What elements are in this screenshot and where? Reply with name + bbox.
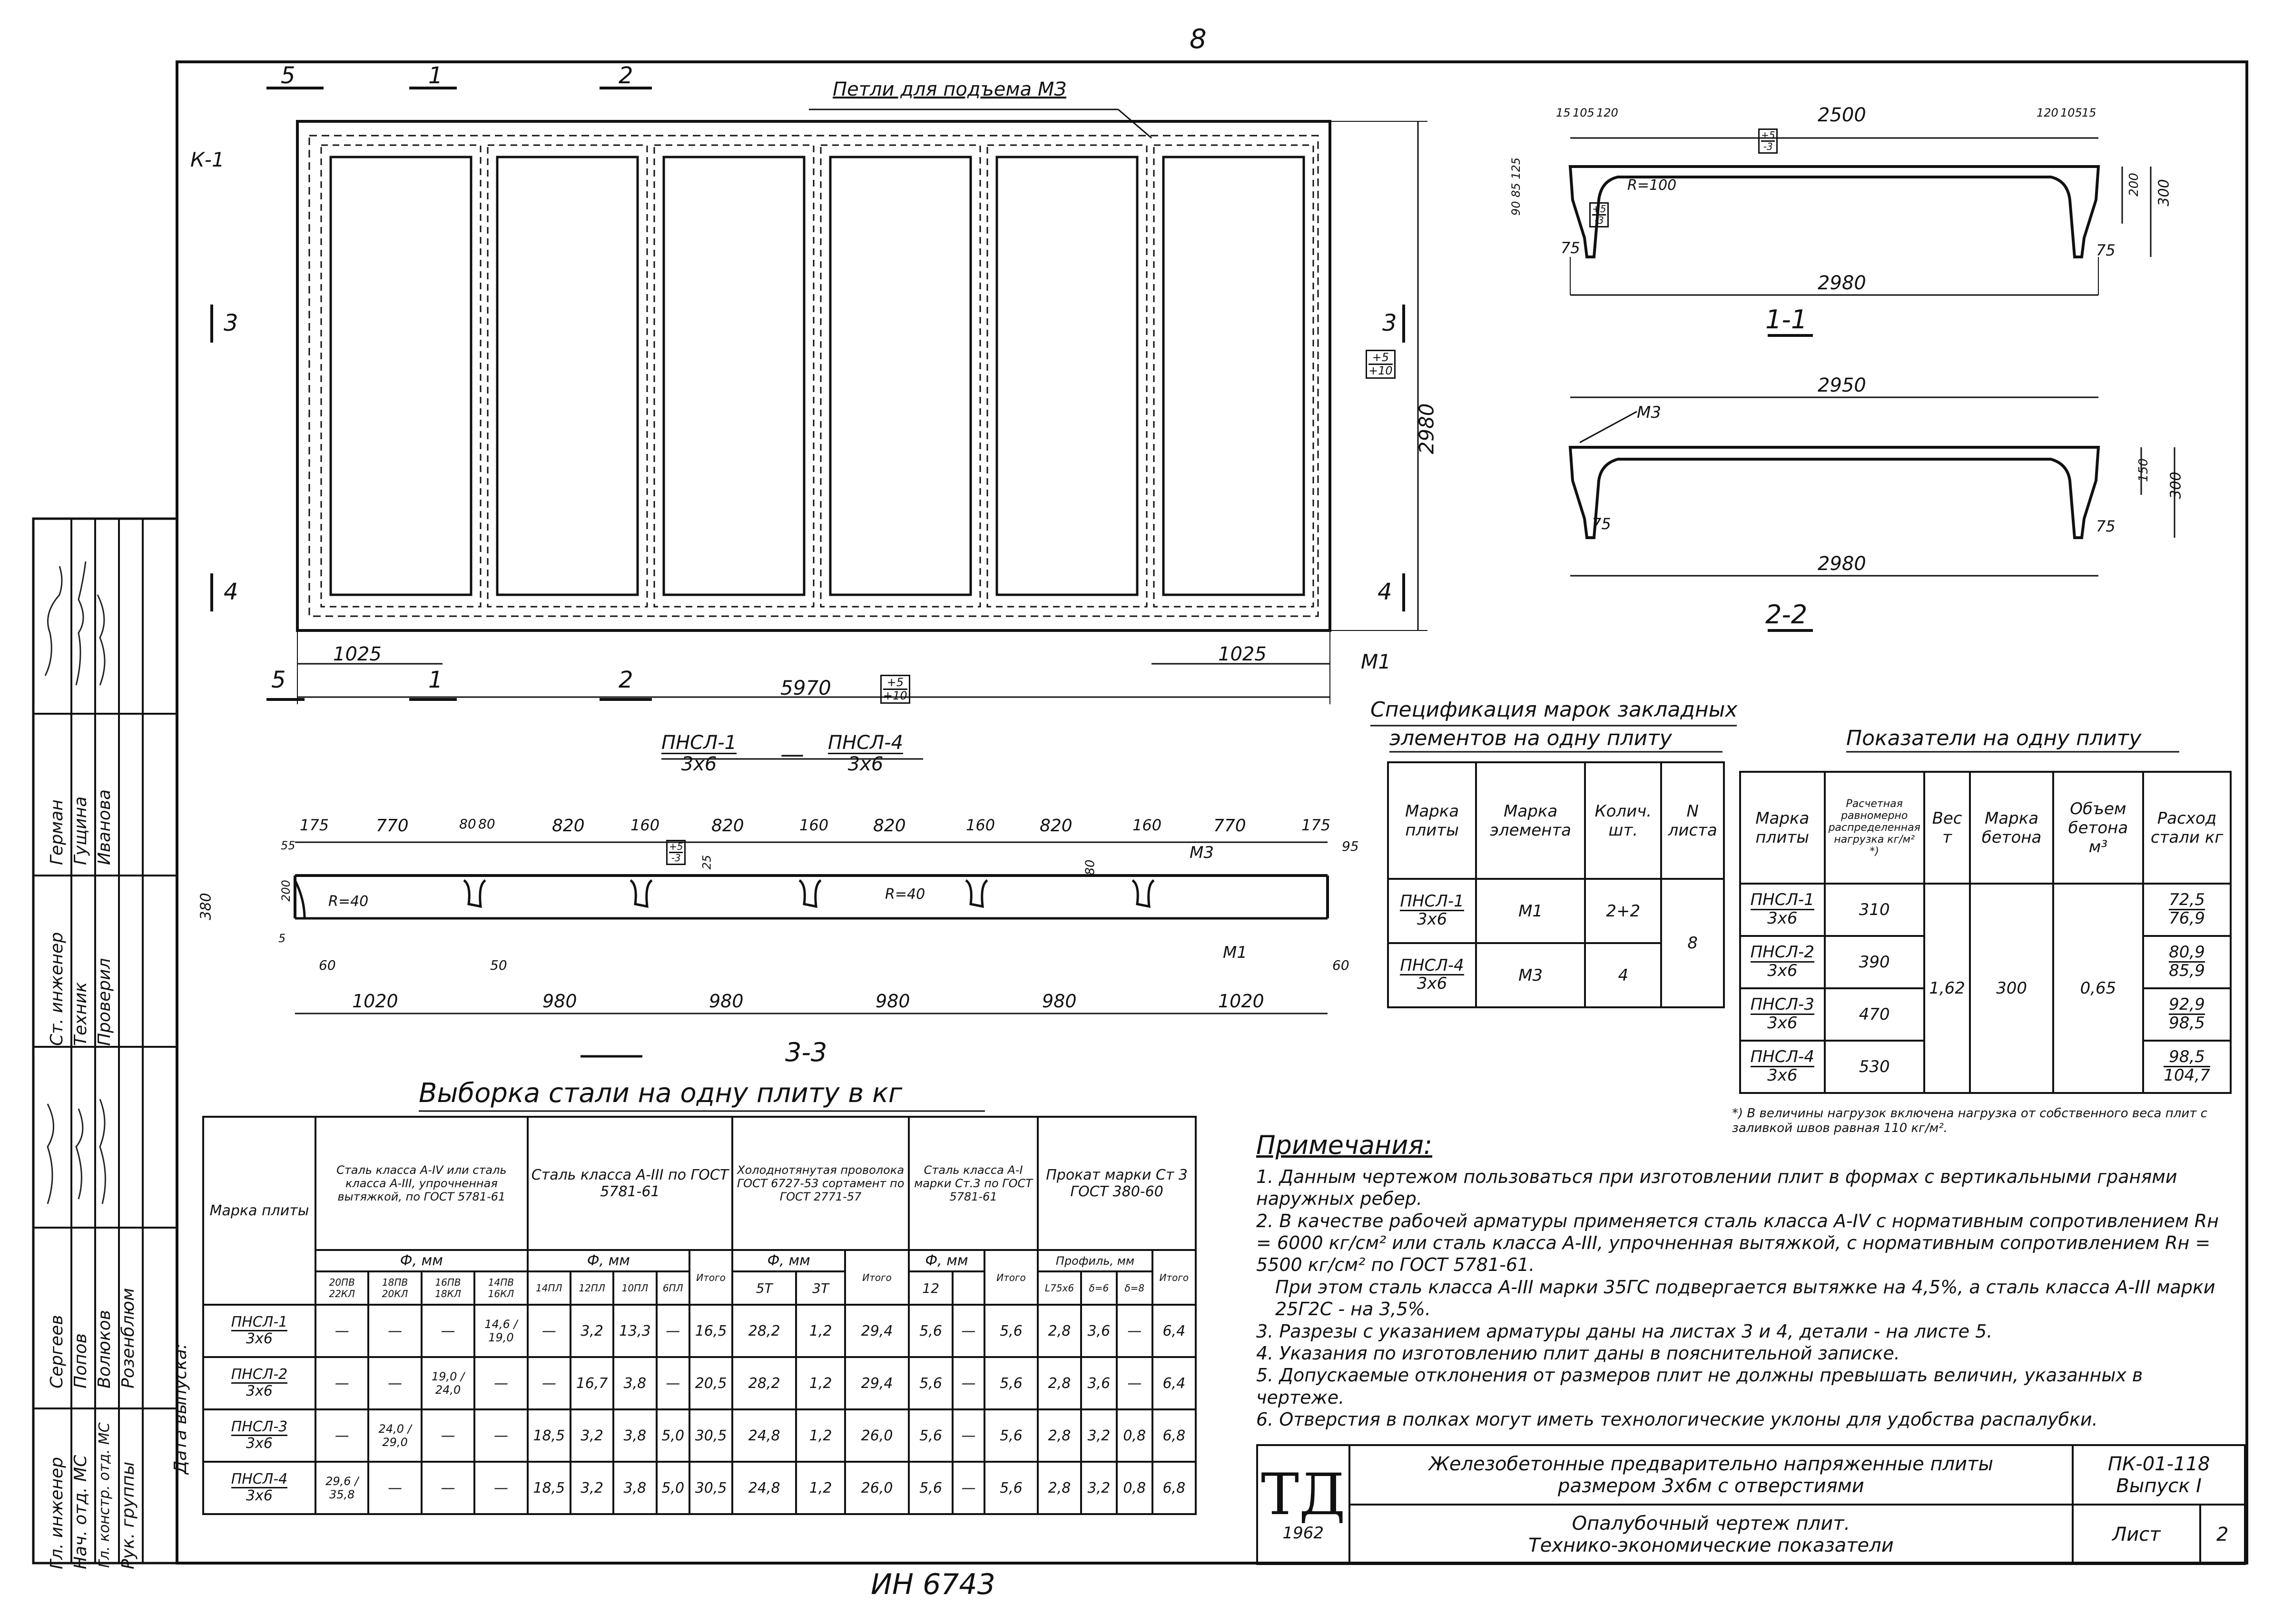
s11-dim-2500: 2500	[1818, 104, 1866, 126]
s22-dim-total: 2980	[1818, 553, 1866, 575]
steel-h-g2: Сталь класса А-III по ГОСТ 5781-61	[528, 1117, 733, 1250]
s11-dim-15a: 15	[1556, 106, 1571, 119]
s33-title-right: ПНСЛ-4 3х6	[828, 732, 904, 775]
cell: —	[315, 1357, 368, 1409]
steel-col: 20ПВ 22КЛ	[315, 1271, 368, 1305]
ind-row-steel: $\frac{80,9}{85,9}$	[2143, 936, 2231, 988]
cell: 19,0 / 24,0	[422, 1357, 474, 1409]
steel-row-plate: $\frac{\text{ПНСЛ-2}}{3х6}$	[203, 1357, 315, 1409]
cell: 3,8	[613, 1409, 656, 1462]
spec-h-element: Марка элемента	[1476, 762, 1585, 879]
sheet-number: 2	[2200, 1505, 2245, 1564]
spec-sheet: 8	[1661, 879, 1724, 1007]
stamp-name: Сергеев	[47, 1315, 67, 1388]
cell: 28,2	[732, 1357, 796, 1409]
s33-dim-25: 25	[700, 855, 714, 870]
s33-dim-200: 200	[279, 880, 293, 902]
steel-col: δ=6	[1081, 1271, 1117, 1305]
s33-dim-380: 380	[197, 893, 215, 920]
cell: 18,5	[528, 1409, 571, 1462]
s33-dim-820a: 820	[552, 816, 585, 836]
ind-row-load: 310	[1825, 884, 1924, 936]
dim-end-left: 1025	[333, 643, 382, 665]
stamp-role-date: Дата выпуска:	[171, 1343, 190, 1474]
title-line-2: размером 3х6м с отверстиями	[1558, 1475, 1864, 1497]
cell: 16,5	[689, 1305, 732, 1357]
s22-dim-150: 150	[2136, 458, 2151, 482]
cell: —	[474, 1462, 527, 1514]
cell: 5,6	[984, 1462, 1038, 1514]
s33-dim-55: 55	[281, 839, 295, 852]
steel-h-g1: Сталь класса А-IV или сталь класса А-III, упрочненная вытяжкой, по ГОСТ 5781-61	[315, 1117, 528, 1250]
steel-row	[203, 1409, 1196, 1462]
s22-dim-75-left: 75	[1592, 515, 1611, 533]
cell: —	[528, 1357, 571, 1409]
cell: —	[368, 1357, 421, 1409]
ind-concrete: 300	[1970, 884, 2053, 1093]
notes-list	[1256, 1166, 2232, 1430]
cell: —	[953, 1357, 984, 1409]
steel-col	[953, 1271, 984, 1305]
s33-dim-980a: 980	[542, 991, 577, 1012]
steel-row	[203, 1305, 1196, 1357]
ind-row-steel: $\frac{98,5}{104,7}$	[2143, 1041, 2231, 1093]
s33-dim-1020b: 1020	[1218, 991, 1264, 1012]
s22-m3: М3	[1637, 403, 1661, 422]
s33-radius-a: R=40	[328, 893, 369, 910]
steel-col: 14ПВ 16КЛ	[474, 1271, 527, 1305]
s33-dim-60b: 60	[1332, 957, 1349, 973]
section-mark-3-left: 3	[224, 310, 238, 336]
cell: 13,3	[613, 1305, 656, 1357]
cell: 2,8	[1038, 1409, 1081, 1462]
stamp-name: Гущина	[71, 796, 90, 865]
steel-col: 12	[909, 1271, 953, 1305]
stamp-name: Волюков	[95, 1309, 114, 1388]
cell: —	[528, 1305, 571, 1357]
spec-title-1: Спецификация марок закладных	[1370, 698, 1738, 722]
ind-row-load: 530	[1825, 1041, 1924, 1093]
cell: 1,2	[796, 1357, 845, 1409]
ind-h-concrete: Марка бетона	[1970, 772, 2053, 884]
title-line-1: Железобетонные предварительно напряженные плиты	[1428, 1453, 1994, 1475]
s22-dim-300: 300	[2167, 472, 2185, 499]
title-sub	[1349, 1505, 2073, 1564]
s33-dim-5: 5	[278, 932, 286, 945]
ind-row-load: 470	[1825, 988, 1924, 1041]
steel-total: Итого	[689, 1250, 732, 1305]
cell: 5,6	[909, 1305, 953, 1357]
cell: —	[1117, 1357, 1152, 1409]
s33-dim-770b: 770	[1213, 816, 1246, 836]
spec-row-plate: $\frac{\text{ПНСЛ-1}}{3х6}$	[1388, 879, 1476, 943]
steel-col: L75х6	[1038, 1271, 1081, 1305]
cell: 2,8	[1038, 1305, 1081, 1357]
section-mark-2-top: 2	[619, 62, 633, 89]
cell: 5,6	[984, 1305, 1038, 1357]
s11-dim-200: 200	[2126, 173, 2141, 197]
note-item: 5. Допускаемые отклонения от размеров плит не должны превышать величин, указанных в чертеже.	[1256, 1365, 2143, 1408]
stamp-name: Розенблюм	[118, 1288, 138, 1388]
ind-row-steel: $\frac{72,5}{76,9}$	[2143, 884, 2231, 936]
s33-dim-80: 80	[1083, 859, 1098, 876]
section-mark-5-bottom: 5	[271, 667, 286, 693]
label-k1: К-1	[190, 148, 225, 171]
cell: 3,2	[1081, 1462, 1117, 1514]
cell: 3,6	[1081, 1305, 1117, 1357]
steel-row-plate: $\frac{\text{ПНСЛ-1}}{3х6}$	[203, 1305, 315, 1357]
cell: 3,2	[571, 1409, 613, 1462]
steel-sub-profile: Профиль, мм	[1038, 1250, 1152, 1271]
cell: 14,6 / 19,0	[474, 1305, 527, 1357]
steel-title: Выборка стали на одну плиту в кг	[419, 1078, 903, 1109]
cell: 24,8	[732, 1409, 796, 1462]
title-block	[1256, 1444, 2246, 1565]
cell: 6,4	[1152, 1357, 1196, 1409]
steel-col: 10ПЛ	[613, 1271, 656, 1305]
cell: 5,6	[984, 1409, 1038, 1462]
steel-h-g3: Холоднотянутая проволока ГОСТ 6727-53 сортамент по ГОСТ 2771-57	[732, 1117, 909, 1250]
ind-row-load: 390	[1825, 936, 1924, 988]
s33-caption: 3-3	[785, 1037, 827, 1067]
note-item: 3. Разрезы с указанием арматуры даны на листах 3 и 4, детали - на листе 5.	[1256, 1320, 1993, 1342]
s33-dim-60a: 60	[319, 957, 336, 973]
cell: 5,0	[657, 1462, 689, 1514]
s33-m3: М3	[1190, 843, 1214, 862]
steel-row-plate: $\frac{\text{ПНСЛ-4}}{3х6}$	[203, 1462, 315, 1514]
cell: 16,7	[571, 1357, 613, 1409]
cell: —	[422, 1462, 474, 1514]
cell: 1,2	[796, 1462, 845, 1514]
title-code	[2073, 1445, 2245, 1505]
s11-dim-120b: 120	[2037, 106, 2058, 119]
ind-h-steel: Расход стали кг	[2143, 772, 2231, 884]
cell: 3,2	[571, 1305, 613, 1357]
stamp-name: Иванова	[95, 789, 114, 865]
cell: —	[422, 1409, 474, 1462]
s11-dim-15b: 15	[2082, 106, 2096, 119]
cell: 5,6	[984, 1357, 1038, 1409]
s33-dim-160b: 160	[799, 816, 829, 834]
spec-h-sheet: N листа	[1661, 762, 1724, 879]
tol-width: $\frac{+5}{+10}$	[1366, 350, 1396, 379]
cell: —	[953, 1462, 984, 1514]
cell: 5,6	[909, 1357, 953, 1409]
steel-col: 3Т	[796, 1271, 845, 1305]
s33-dim-175a: 175	[300, 816, 329, 834]
spec-row-qty: 4	[1585, 943, 1661, 1007]
cell: 29,6 / 35,8	[315, 1462, 368, 1514]
s11-radius: R=100	[1627, 177, 1677, 194]
s33-title-dash: —	[780, 740, 804, 768]
steel-col: 14ПЛ	[528, 1271, 571, 1305]
dim-width: 2980	[1415, 403, 1438, 454]
s22-dim-top: 2950	[1818, 374, 1866, 396]
steel-row-plate: $\frac{\text{ПНСЛ-3}}{3х6}$	[203, 1409, 315, 1462]
note-item: 6. Отверстия в полках могут иметь технологические уклоны для удобства распалубки.	[1256, 1408, 2098, 1430]
steel-total: Итого	[845, 1250, 909, 1305]
archive-number: ИН 6743	[871, 1568, 995, 1601]
s33-radius-b: R=40	[885, 886, 925, 903]
steel-selection-table	[202, 1116, 1197, 1515]
spec-h-qty: Колич. шт.	[1585, 762, 1661, 879]
section-mark-4-right: 4	[1378, 579, 1392, 605]
cell: 18,5	[528, 1462, 571, 1514]
title-logo-cell	[1257, 1445, 1349, 1564]
cell: —	[657, 1357, 689, 1409]
sheet-label: Лист	[2073, 1505, 2200, 1564]
s33-dim-1020a: 1020	[352, 991, 398, 1012]
s33-dim-980b: 980	[709, 991, 744, 1012]
stamp-name: Попов	[71, 1333, 90, 1388]
s33-title-left: ПНСЛ-1 3х6	[661, 732, 737, 775]
cell: 28,2	[732, 1305, 796, 1357]
dim-length: 5970	[780, 676, 831, 699]
s33-dim-95: 95	[1342, 838, 1359, 854]
cell: 29,4	[845, 1357, 909, 1409]
note-item: 1. Данным чертежом пользоваться при изготовлении плит в формах с вертикальными гранями наружных ребер.	[1256, 1166, 2177, 1210]
stamp-name: Герман	[47, 799, 67, 865]
cell: —	[315, 1409, 368, 1462]
issue: Выпуск I	[2116, 1475, 2202, 1497]
note-item: 2. В качестве рабочей арматуры применяется сталь класса А-IV с нормативным сопротивлением Rн = 6000 кг/см² или сталь класса А-III, упрочненная вытяжкой, с нормативным сопротивлением Rн = 5500 кг/см² по ГОСТ 5781-61.	[1256, 1210, 2219, 1276]
stamp-role-group-head: Рук. группы	[118, 1461, 138, 1569]
s11-dim-105b: 105	[2060, 106, 2082, 119]
embedded-spec-table	[1387, 761, 1725, 1008]
s33-dim-820c: 820	[873, 816, 906, 836]
section-mark-3-right: 3	[1382, 310, 1397, 336]
steel-col: δ=8	[1117, 1271, 1152, 1305]
spec-row-element: М3	[1476, 943, 1585, 1007]
steel-h-mark: Марка плиты	[203, 1117, 315, 1305]
s33-dim-820d: 820	[1040, 816, 1073, 836]
cell: 5,0	[657, 1409, 689, 1462]
ind-volume: 0,65	[2053, 884, 2143, 1093]
spec-row-plate: $\frac{\text{ПНСЛ-4}}{3х6}$	[1388, 943, 1476, 1007]
cell: —	[368, 1305, 421, 1357]
ind-row-plate: $\frac{\text{ПНСЛ-4}}{3х6}$	[1740, 1041, 1825, 1093]
cell: 3,2	[1081, 1409, 1117, 1462]
s11-tol-a: $\frac{+5}{-3}$	[1758, 128, 1778, 154]
s33-tol: $\frac{+5}{-3}$	[666, 840, 686, 865]
section-mark-2-bottom: 2	[619, 667, 633, 693]
s33-m1: М1	[1223, 943, 1247, 962]
steel-sub-phi: Ф, мм	[315, 1250, 528, 1271]
ind-row-plate: $\frac{\text{ПНСЛ-2}}{3х6}$	[1740, 936, 1825, 988]
cell: 30,5	[689, 1462, 732, 1514]
ind-h-mark: Марка плиты	[1740, 772, 1825, 884]
cell: —	[422, 1305, 474, 1357]
steel-sub-phi: Ф, мм	[732, 1250, 845, 1271]
project-code: ПК-01-118	[2107, 1453, 2210, 1475]
note-item: 4. Указания по изготовлению плит даны в пояснительной записке.	[1256, 1342, 1900, 1364]
cell: 1,2	[796, 1305, 845, 1357]
s11-title: 1-1	[1765, 305, 1808, 335]
tol-length: $\frac{+5}{+10}$	[880, 675, 910, 704]
year: 1962	[1282, 1524, 1324, 1543]
ind-row-plate: $\frac{\text{ПНСЛ-1}}{3х6}$	[1740, 884, 1825, 936]
dim-end-right: 1025	[1218, 643, 1267, 665]
s22-dim-75-right: 75	[2096, 517, 2116, 535]
cell: 6,4	[1152, 1305, 1196, 1357]
s11-tol-b: $\frac{+5}{-3}$	[1589, 202, 1609, 227]
cell: 30,5	[689, 1409, 732, 1462]
loops-label: Петли для подъема МЗ	[833, 79, 1066, 100]
spec-row-element: М1	[1476, 879, 1585, 943]
subtitle-line-1: Опалубочный чертеж плит.	[1572, 1512, 1850, 1535]
stamp-role-head-dept: Нач. отд. МС	[71, 1455, 90, 1569]
cell: 3,2	[571, 1462, 613, 1514]
s33-dim-50: 50	[490, 957, 507, 973]
cell: 3,8	[613, 1357, 656, 1409]
ind-h-volume: Объем бетона м³	[2053, 772, 2143, 884]
cell: —	[474, 1409, 527, 1462]
cell: 24,0 / 29,0	[368, 1409, 421, 1462]
s33-dim-175b: 175	[1301, 816, 1331, 834]
indicators-footnote: *) В величины нагрузок включена нагрузка от собственного веса плит с заливкой швов равная 110 кг/м².	[1732, 1106, 2207, 1136]
steel-total: Итого	[1152, 1250, 1196, 1305]
ind-h-load: Расчетная равномерно распределенная нагрузка кг/м² *)	[1825, 772, 1924, 884]
steel-sub-phi: Ф, мм	[909, 1250, 984, 1271]
cell: —	[474, 1357, 527, 1409]
s33-dim-980d: 980	[1042, 991, 1077, 1012]
ind-row-steel: $\frac{92,9}{98,5}$	[2143, 988, 2231, 1041]
steel-col: 18ПВ 20КЛ	[368, 1271, 421, 1305]
indicators-table	[1739, 771, 2232, 1094]
cell: —	[657, 1305, 689, 1357]
s33-dim-80a: 80	[459, 816, 476, 832]
cell: 6,8	[1152, 1409, 1196, 1462]
steel-col: 12ПЛ	[571, 1271, 613, 1305]
subtitle-line-2: Технико-экономические показатели	[1528, 1534, 1894, 1556]
cell: —	[953, 1409, 984, 1462]
cell: 26,0	[845, 1462, 909, 1514]
steel-total: Итого	[984, 1250, 1038, 1305]
steel-col: 5Т	[732, 1271, 796, 1305]
cell: 20,5	[689, 1357, 732, 1409]
section-mark-5-top: 5	[281, 62, 295, 89]
section-mark-4-left: 4	[224, 579, 238, 605]
stamp-role-technician: Техник	[71, 982, 90, 1046]
steel-h-g4: Сталь класса А-I марки Ст.3 по ГОСТ 5781-61	[909, 1117, 1038, 1250]
page-number: 8	[1190, 24, 1207, 55]
spec-h-mark: Марка плиты	[1388, 762, 1476, 879]
s33-dim-770a: 770	[376, 816, 409, 836]
title-main	[1349, 1445, 2073, 1505]
note-item: При этом сталь класса А-III марки 35ГС подвергается вытяжке на 4,5%, а сталь класса А-III марки 25Г2С - на 3,5%.	[1275, 1276, 2215, 1320]
steel-sub-phi: Ф, мм	[528, 1250, 689, 1271]
label-m1: М1	[1361, 650, 1391, 673]
cell: 29,4	[845, 1305, 909, 1357]
steel-row	[203, 1462, 1196, 1514]
cell: 5,6	[909, 1462, 953, 1514]
indicators-title: Показатели на одну плиту	[1846, 726, 2142, 750]
spec-title-2: элементов на одну плиту	[1389, 726, 1672, 750]
stamp-role-checked: Проверил	[95, 958, 114, 1046]
s33-dim-80b: 80	[478, 816, 495, 832]
ind-h-weight: Вес т	[1924, 772, 1970, 884]
cell: 6,8	[1152, 1462, 1196, 1514]
cell: 3,8	[613, 1462, 656, 1514]
section-mark-1-bottom: 1	[428, 667, 443, 693]
cell: —	[315, 1305, 368, 1357]
cell: 5,6	[909, 1409, 953, 1462]
cell: —	[368, 1462, 421, 1514]
cell: 2,8	[1038, 1462, 1081, 1514]
stamp-role-senior-engineer: Ст. инженер	[47, 932, 67, 1046]
steel-col: 6ПЛ	[657, 1271, 689, 1305]
s11-dim-75-left: 75	[1561, 239, 1580, 257]
steel-row	[203, 1357, 1196, 1409]
cell: 0,8	[1117, 1409, 1152, 1462]
s33-dim-980c: 980	[876, 991, 910, 1012]
s11-dim-300: 300	[2155, 179, 2173, 207]
stamp-role-chief-designer: Гл. констр. отд. МС	[96, 1422, 113, 1568]
s11-left-dims: 90 85 125	[1509, 157, 1523, 216]
cell: —	[1117, 1305, 1152, 1357]
cell: 1,2	[796, 1409, 845, 1462]
s33-dim-160a: 160	[630, 816, 660, 834]
cell: 24,8	[732, 1462, 796, 1514]
s22-title: 2-2	[1765, 600, 1808, 630]
steel-col: 16ПВ 18КЛ	[422, 1271, 474, 1305]
s11-dim-total: 2980	[1818, 272, 1866, 294]
stamp-role-chief-engineer: Гл. инженер	[47, 1457, 67, 1569]
s11-dim-105a: 105	[1573, 106, 1594, 119]
s33-dim-820b: 820	[711, 816, 744, 836]
notes-title: Примечания:	[1256, 1130, 1433, 1160]
s11-dim-75-right: 75	[2096, 241, 2116, 259]
cell: —	[953, 1305, 984, 1357]
ind-row-plate: $\frac{\text{ПНСЛ-3}}{3х6}$	[1740, 988, 1825, 1041]
steel-h-g5: Прокат марки Ст 3 ГОСТ 380-60	[1038, 1117, 1196, 1250]
cell: 0,8	[1117, 1462, 1152, 1514]
cell: 3,6	[1081, 1357, 1117, 1409]
s33-dim-160d: 160	[1132, 816, 1162, 834]
s11-dim-120a: 120	[1596, 106, 1618, 119]
cell: 26,0	[845, 1409, 909, 1462]
cell: 2,8	[1038, 1357, 1081, 1409]
ind-weight: 1,62	[1924, 884, 1970, 1093]
spec-row-qty: 2+2	[1585, 879, 1661, 943]
s33-dim-160c: 160	[966, 816, 995, 834]
section-mark-1-top: 1	[428, 62, 443, 89]
logo: ТД	[1261, 1462, 1346, 1528]
